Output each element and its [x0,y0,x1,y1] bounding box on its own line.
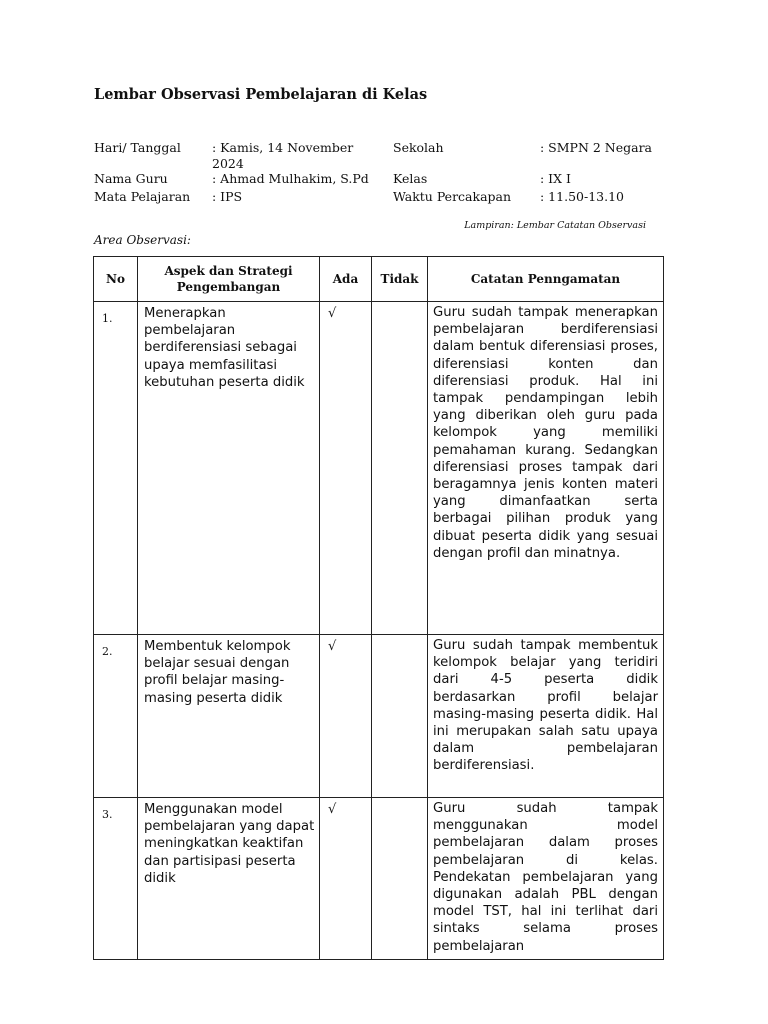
row-tidak-check [372,798,428,960]
table-row [94,635,664,798]
info-guru-label: Nama Guru [94,171,168,186]
info-waktu-label: Waktu Percakapan [393,189,512,204]
header-ada: Ada [320,257,372,302]
header-no: No [94,257,138,302]
row-catatan: Guru sudah tampak menggunakan model pembelajaran dalam proses pembelajaran di kelas. Pendekatan pembelajaran yang digunakan adalah PBL dengan model TST, hal ini terlihat dari sintaks selama proses pembelajaran [428,798,664,960]
row-tidak-check [372,302,428,635]
header-catatan: Catatan Penngamatan [428,257,664,302]
row-catatan: Guru sudah tampak menerapkan pembelajaran berdiferensiasi dalam bentuk diferensiasi proses, diferensiasi konten dan diferensiasi produk. Hal ini tampak pendampingan lebih yang diberikan oleh guru pada kelompok yang memiliki pemahaman kurang. Sedangkan diferensiasi proses tampak dari beragamnya jenis konten materi yang dimanfaatkan serta berbagai pilihan produk yang dibuat peserta didik yang sesuai dengan profil dan minatnya. [428,302,664,635]
observation-table [93,256,664,960]
info-sekolah-value: : SMPN 2 Negara [540,140,653,155]
info-mapel-label: Mata Pelajaran [94,189,191,204]
row-no: 1. [94,302,138,635]
table-row [94,798,664,960]
info-mapel-value: : IPS [212,189,243,204]
header-aspek: Aspek dan Strategi Pengembangan [138,257,320,302]
attachment-note: Lampiran: Lembar Catatan Observasi [464,220,646,231]
row-ada-check: √ [320,302,372,635]
row-catatan: Guru sudah tampak membentuk kelompok belajar yang teridiri dari 4-5 peserta didik berdasarkan profil belajar masing-masing peserta didik. Hal ini merupakan salah satu upaya dalam pembelajaran berdiferensiasi. [428,635,664,798]
row-aspek: Menerapkan pembelajaran berdiferensiasi sebagai upaya memfasilitasi kebutuhan peserta didik [138,302,320,635]
row-ada-check: √ [320,798,372,960]
info-kelas-label: Kelas [393,171,428,186]
info-hari-label: Hari/ Tanggal [94,140,181,155]
info-kelas-value: : IX I [540,171,571,186]
row-tidak-check [372,635,428,798]
info-guru-value: : Ahmad Mulhakim, S.Pd [212,171,369,186]
info-sekolah-label: Sekolah [393,140,444,155]
table-header-row [94,257,664,302]
page-title: Lembar Observasi Pembelajaran di Kelas [94,86,428,103]
row-no: 2. [94,635,138,798]
row-ada-check: √ [320,635,372,798]
header-tidak: Tidak [372,257,428,302]
info-hari-value: : Kamis, 14 November 2024 [212,140,354,171]
info-waktu-value: : 11.50-13.10 [540,189,624,204]
area-label: Area Observasi: [94,233,191,247]
row-no: 3. [94,798,138,960]
row-aspek: Menggunakan model pembelajaran yang dapat meningkatkan keaktifan dan partisipasi peserta didik [138,798,320,960]
table-row [94,302,664,635]
row-aspek: Membentuk kelompok belajar sesuai dengan profil belajar masing-masing peserta didik [138,635,320,798]
